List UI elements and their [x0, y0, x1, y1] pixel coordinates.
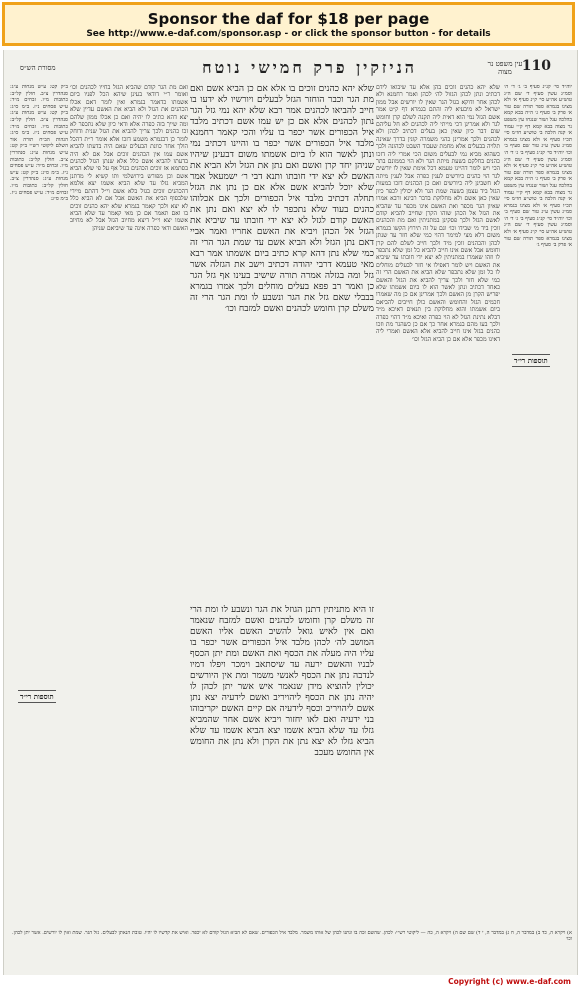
sponsor-subtitle[interactable]: See http://www.e-daf.com/sponsor.asp - or click the sponsor button - for details: [86, 29, 491, 39]
masoret-hashas-column: ב״ק קט: ע״ש מנחות ע״ג: סנהדרין צ״ב. חולין קל״ב: כתובות מ״ו. זבחים מ״ד: ע״ש פסחים נ״ז. ב״מ ס״ג: ב״ק קט: ע״ש מנחות ע״ג: סנהדרין צ״ב. חולין קל״ב: כתובות מ״ו. זבחים מ״ד: ע״ש פסחים נ״ז. ב״מ ס״ג: הגהות הב״ח תורה אור השלם ליקוטי רש״י ב״ק קט: ע״ש מנחות ע״ג: סנהדרין צ״ב. חולין קל״ב: כתובות מ״ו. זבחים מ״ד: ע״ש פסחים נ״ז. ב״מ ס״ג: ב״ק קט: ע״ש מנחות ע״ג: סנהדרין צ״ב. חולין קל״ב: כתובות מ״ו. זבחים מ״ד: ע״ש פסחים נ״ז. ב״מ ס״ג:: [10, 84, 68, 203]
talmud-page: [3, 50, 578, 975]
gemara-column: שלא יהא כהנים זוכים בו אלא אם כן הביא אשם ואם מת הגר וכבר הוחזר הגזל לבעלים ויורשיו לא ידעו בו חייב להביאו לכהנים אמר רבא שלא יהא נמי גזל הגר נתון לכהנים אלא אם כן יש עמו אשם דכתיב מלבד איל הכפורים אשר יכפר בו עליו והכי קאמר רחמנא מלבד איל הכפורים אשר יכפר בו והיינו דכתיב נמי ונתן לאשר הוא לו ביום אשמתו משום דבעינן שיהיו שניהן יחד קרן ואשם ואם נתן את הגזל ולא הביא את האשם לא יצא ידי חובתו ותנא דבי ר׳ ישמעאל אמר שלא יוכל להביא אשם אלא אם כן נתן את הגזל תחלה דכתיב מלבד איל הכפורים ולכך אם אכלוהו כהנים בעוד שלא נתכפר לו לא יצא ואם נתן את האשם קודם לגזל לא יצא ידי חובתו עד שיביא את הגזל אל הכהן ויביא את האשם אחריו ואמר אביי דאם נתן הגזל ולא הביא אשם עד שמת הגר הרי זה כמי שלא נתן דהא קרא כתיב ביום אשמתו אמר רבא מאי טעמא דרבי יהודה דכתיב וישב את הגזלה אשר גזל ומה בגזלה אמרה תורה שישיב בעינו אף גזל הגר כן ואמר רב פפא בעלים מוחלים ולכך אמרו בגמרא בבבלי שאם גזל את הגר ונשבע לו ומת הגר הרי זה משלם קרן וחומש לכהנים ואשם למזבח וכו׳: [190, 84, 374, 314]
gemara-lower-block: זו היא מתניתין דתנן הגוזל את הגר ונשבע לו ומת הרי זה משלם קרן וחומש לכהנים ואשם למזבח שנאמר ואם אין לאיש גואל להשיב האשם אליו האשם המושב לה׳ לכהן מלבד איל הכפורים אשר יכפר בו עליו היה מעלה את הכסף ואת האשם ומת יתן הכסף לבניו והאשם ירעה עד שיסתאב וימכר ויפלו דמיו לנדבה נתן את הכסף לאנשי משמר ומת אין היורשים יכולין להוציא מידן שנאמר איש אשר יתן לכהן לו יהיה נתן את הכסף ליהויריב ואשם לידעיה יצא נתן אשם ליהויריב וכסף לידעיה אם קיים האשם יקריבוהו בני ידעיה ואם לאו יחזור ויביא אשם אחר שהמביא גזלו עד שלא הביא אשמו יצא הביא אשמו עד שלא הביא גזלו לא יצא נתן את הקרן ולא נתן את החומש אין החומש מעכב: [190, 605, 374, 758]
tosafot-rid-label-right: תוספות רי״ד: [514, 356, 548, 365]
tosafot-rid-label-left: תוספות רי״ד: [20, 692, 54, 701]
ein-mishpat-column: יוה״ד סי׳ קנ״ג סעיף ב׳ ג׳ ד׳ ה׳ וסמ״ג עשין סעיף ד׳ שם ה״ג טוש״ע אה״ע סי׳ ק״נ סעיף א׳ ולא מצינו בגמרא ספר תורה שם טור א׳ פרק ב׳ סעיף ג׳ ה״ה בבא קמא בהלכה עגל ושור שנגחו עין משפט נר מצוה בבא קמא דף ק״י עמוד א׳ קנה הלכה ב׳ טוש״ע חו״מ סי׳ תכ״ו סעיף א׳ ולא מצינו בגמרא סמ״ג עשין ע״ג טור שם סעיף ב׳ וכו׳ יוה״ד סי׳ קנ״ג סעיף ב׳ ג׳ ד׳ ה׳ וסמ״ג עשין סעיף ד׳ שם ה״ג טוש״ע אה״ע סי׳ ק״נ סעיף א׳ ולא מצינו בגמרא ספר תורה שם טור א׳ פרק ב׳ סעיף ג׳ ה״ה בבא קמא בהלכה עגל ושור שנגחו עין משפט נר מצוה בבא קמא דף ק״י עמוד א׳ קנה הלכה ב׳ טוש״ע חו״מ סי׳ תכ״ו סעיף א׳ ולא מצינו בגמרא סמ״ג עשין ע״ג טור שם סעיף ב׳ וכו׳ יוה״ד סי׳ קנ״ג סעיף ב׳ ג׳ ד׳ ה׳ וסמ״ג עשין סעיף ד׳ שם ה״ג טוש״ע אה״ע סי׳ ק״נ סעיף א׳ ולא מצינו בגמרא ספר תורה שם טור א׳ פרק ב׳ סעיף ג׳: [504, 84, 572, 249]
tosafot-column: ואם מת הגר קודם שהביא הגזל בחייו לכהנים וכו׳ ואומר ר״י דודאי בעינן שיהא הכל לפניו ביום אשמתו כדאמר בגמרא ואין לומר דאם אכלו הכהנים את הגזל ולא הביא את האשם עדיין שלא יצא דהא כתיב לו יהיה ואם כן אכלו ממון שלהם ומה שייך בזה כפרה אלא ודאי כיון שלא נתכפר לא זכו כהנים ולכך צריך להביא את הגזל שנית ודוחק לומר כן דבגמרא משמע דזכו אלא אומר ר״ת דהכל הולך אחר כוונת הבעלים שאם היה בדעתו להביא אשם עמו אין הכהנים זוכים אבל אם לא היה בדעתו להביא אשם כלל אלא שנתן הגזל לכהנים בסתמא אז זוכים הכהנים בגזל אף על פי שלא הביא אשם וכן מפורש בירושלמי ותו קשיא לי מדתנן המביא גזלו עד שלא הביא אשמו יצא אלמא דהכהנים זוכים בגזל בלא אשם וי״ל דהתם מיירי שלבסוף הביא את האשם אבל אם לא הביא כלל לא יצא ולכך קאמר בגמרא שלא יהא כהנים זוכים בו ואם תאמר אם כן מאי קאמר עד שלא הביא אשמו יצא וי״ל דיצא מחיוב הגזל אבל לא מחיוב האשם ודאי כפרה אינה עד שיביאם שניהן: [70, 84, 188, 232]
page-header: [4, 58, 577, 80]
copyright-notice: Copyright (c) www.e-daf.com: [448, 977, 571, 986]
rashi-column: שלא יהא כהנים זוכים בהן אלא עד שיבואו לידם דכתיב ונתן לכהן הגזול לה׳ לכהן ואמר רחמנא ולא לכהן אחר ודוקא בגזל הגר שאין לו יורשים אבל ממון ישראל לא מיבעיא ליה והתם בגמרא דף ק״ט אמר אשם הגזל נמי הוא דאית ליה תקנה לשלם קרן וחומש לגר ולא אמרינן דכי מייתי ליה לכהנים לא חל עליהם שום דבר כיון שאין כאן בעלים דכתיב לכהן ולא לכהנים ולכך אמרינן כהני משמרה קונין בדרך שאינה תלויה בבעלים אלא מחמת שעבוד השבט לכהונה ולכך כשהוא מביא נמי לבעלים משום הכי אמרי ליה דזכו כהנים בחלקם בשעת מיתת הגר ולא הוי כממונם בתר הכי ויש לומר דהיינו טעמא דכל אימת שאין לו יורשים לגר הוי כהנים כיורשים לענין כפרה אבל לענין מיתה לא חשבינן ליה כיורשים ואם כן הכהנים דזכו במעות הגזל ביד עצמן בשעה שמת הגר ולא יכולין לכפר כיון שאין כאן אשם ולא מחלוקת בדבר רבינא ורבא אמרו שאיון הגר מכפר ואת האשם אינו מכפר עד שהביא את הגזל אל הכהן שזהו הקרן שחייב להביא קודם לאשם הגזל ולכך פסקינן במתניתין ואם מת והכהנים זוכין ביד מי שבידו וכו׳ וגם על זה תירוץ הקשו בגמרא משום דלא מצי למימר דהוי כמי שלא חזר עד שנתן לכהן והכהנים זוכין מיד ולכך חייב לשלם להם קרן וחומש אבל אשם אינו חייב להביא כל זמן שלא נתכפר לו וזהו שאמרו במתניתין לא יצא ידי חובתו עד שיביא את האשם ויש לומר דאפילו אי חזר לבעלים מוחלים לו כל זמן שלא נתכפר שלא הביא את האשם הרי זה כמי שלא חזר ולכך צריך להביא את הגזל והאשם כאחד דכתיב ונתן לאשר הוא לו ביום אשמתו שלא יפריש הקרן מן האשם ולכך אמרינן אם כן מה שאמרו חכמים הגזל והחומש והאשם כולן חייבים להביאם ביום אשמתו והוא מחלוקת בין תנאים דאיכא מ״ד דבלא נתינת הגזל לא הוי כפרה ואיכא מ״ד דהוי כפרה ולכך בעו מהם בגמרא אחר כך אם כן כשהגר מת וזכו כהנים בגזל אינו חייב להביא אלא האשם ואמרי ליה דאינו מכפר אלא אם כן הביא הגזל וכו׳: [376, 84, 500, 343]
footnotes: א) ויקרא ה, כד ב) במדבר ה, ח ג) במדבר ה, י ד) שם שם ה) ויקרא ה, כה — ליקוטי רש״י: לכהן. שהשם זכה בו ונתנו לכהן של אותו משמר. מלבד איל הכפורים. שאם לא הביא הגזל קודם לא יכפר. ואיש את קדשיו לו יהיו. טובת הנאתן לבעלים. גזל הגר. שמת ואין לו יורשים. אשר יתן לכהן. וכו׳: [12, 930, 572, 943]
ein-mishpat-label: עין משפט נר מצוה: [487, 60, 523, 76]
masoret-hashas-label: מסורת הש״ס: [20, 64, 56, 72]
sponsor-title[interactable]: Sponsor the daf for $18 per page: [147, 10, 430, 28]
page-number: 110: [521, 58, 551, 74]
chapter-title: הניזקין פרק חמישי נוטח: [202, 58, 417, 77]
sponsor-banner[interactable]: [2, 2, 575, 46]
